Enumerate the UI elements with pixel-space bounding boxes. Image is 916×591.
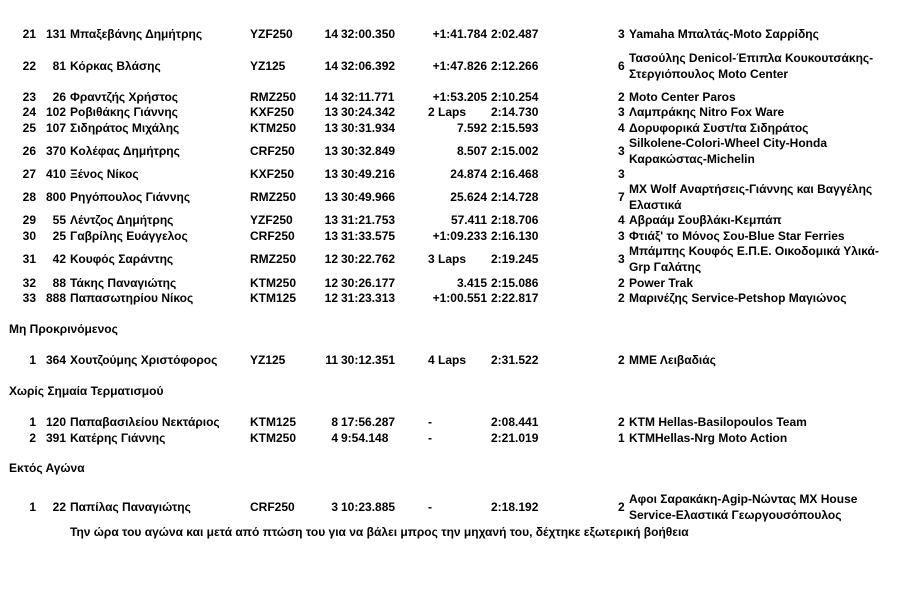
rider-number-cell: 410: [45, 167, 66, 181]
rider-name-cell: Παπασωτηρίου Νίκος: [70, 291, 194, 305]
rider-number-cell: 131: [45, 27, 66, 41]
rider-number-cell: 120: [45, 415, 66, 429]
team-cell: Moto Center Paros: [629, 90, 736, 104]
team-cell: Μαρινέζης Service-Petshop Μαγιώνος: [629, 291, 847, 305]
rider-name-cell: Μπαξεβάνης Δημήτρης: [70, 27, 203, 41]
best-lap-cell: 2:15.086: [491, 276, 539, 290]
bike-model-cell: KTM250: [250, 276, 297, 290]
total-time-cell: 30:26.177: [341, 276, 396, 290]
total-time-cell: 31:33.575: [341, 229, 396, 243]
bike-model-cell: YZF250: [250, 213, 293, 227]
position-cell: 32: [22, 276, 36, 290]
team-cell: KTM Hellas-Basilopoulos Team: [629, 415, 807, 429]
gap-cell: +1:47.826: [432, 59, 487, 73]
bike-model-cell: KXF250: [250, 167, 295, 181]
rider-name-cell: Ξένος Νίκος: [70, 167, 139, 181]
total-time-cell: 30:49.966: [341, 190, 396, 204]
group-cell: 6: [618, 59, 625, 73]
group-cell: 3: [618, 144, 625, 158]
section-title-not-qualified: Μη Προκρινόμενος: [9, 322, 118, 336]
gap-cell: -: [428, 431, 432, 445]
group-cell: 2: [618, 276, 625, 290]
gap-cell: 3.415: [456, 276, 487, 290]
best-lap-cell: 2:18.192: [491, 500, 539, 514]
rider-name-cell: Ρηγόπουλος Γιάννης: [70, 190, 191, 204]
position-cell: 2: [29, 431, 36, 445]
rider-number-cell: 800: [45, 190, 66, 204]
rider-number-cell: 364: [45, 353, 66, 367]
laps-cell: 13: [324, 144, 338, 158]
group-cell: 3: [618, 105, 625, 119]
rider-name-cell: Φραντζής Χρήστος: [70, 90, 179, 104]
rider-number-cell: 55: [52, 213, 66, 227]
group-cell: 3: [618, 229, 625, 243]
best-lap-cell: 2:16.468: [491, 167, 539, 181]
rider-name-cell: Σιδηράτος Μιχάλης: [70, 121, 180, 135]
best-lap-cell: 2:21.019: [491, 431, 539, 445]
laps-cell: 13: [324, 121, 338, 135]
team-cell: Μπάμπης Κουφός Ε.Π.Ε. Οικοδομικά Υλικά-: [629, 244, 879, 258]
gap-cell: +1:53.205: [432, 90, 487, 104]
rider-name-cell: Χουτζούμης Χριστόφορος: [70, 353, 218, 367]
best-lap-cell: 2:14.730: [491, 105, 539, 119]
gap-cell: 7.592: [456, 121, 487, 135]
section-title-out-of-race: Εκτός Αγώνα: [9, 461, 85, 475]
bike-model-cell: CRF250: [250, 500, 295, 514]
position-cell: 22: [22, 59, 36, 73]
group-cell: 2: [618, 291, 625, 305]
laps-cell: 13: [324, 190, 338, 204]
laps-cell: 13: [324, 229, 338, 243]
best-lap-cell: 2:12.266: [491, 59, 539, 73]
team-cell: ΜΜΕ Λειβαδιάς: [629, 353, 716, 367]
position-cell: 25: [22, 121, 36, 135]
rider-number-cell: 25: [52, 229, 66, 243]
position-cell: 21: [22, 27, 36, 41]
total-time-cell: 30:12.351: [341, 353, 396, 367]
laps-cell: 12: [324, 276, 338, 290]
gap-cell: 24.874: [450, 167, 487, 181]
team-cell: Στεργιόπουλος Moto Center: [629, 67, 789, 81]
laps-cell: 3: [331, 500, 338, 514]
position-cell: 23: [22, 90, 36, 104]
total-time-cell: 30:22.762: [341, 252, 396, 266]
total-time-cell: 32:00.350: [341, 27, 396, 41]
bike-model-cell: KTM250: [250, 121, 297, 135]
team-cell: MX Wolf Αναρτήσεις-Γιάννης και Βαγγέλης: [629, 182, 873, 196]
rider-number-cell: 391: [45, 431, 66, 445]
bike-model-cell: YZ125: [250, 353, 286, 367]
position-cell: 1: [29, 500, 36, 514]
gap-cell: 57.411: [450, 213, 487, 227]
best-lap-cell: 2:18.706: [491, 213, 539, 227]
team-cell: Yamaha Μπαλτάς-Moto Σαρρίδης: [629, 27, 819, 41]
total-time-cell: 32:06.392: [341, 59, 396, 73]
position-cell: 30: [22, 229, 36, 243]
group-cell: 4: [618, 213, 625, 227]
team-cell: Φτιάξ' το Μόνος Σου-Blue Star Ferries: [629, 229, 845, 243]
best-lap-cell: 2:02.487: [491, 27, 539, 41]
total-time-cell: 30:24.342: [341, 105, 396, 119]
gap-cell: 25.624: [450, 190, 487, 204]
team-cell: Τασούλης Denicol-Έπιπλα Κουκουτσάκης-: [629, 51, 874, 65]
total-time-cell: 32:11.771: [341, 90, 395, 104]
team-cell: Αβραάμ Σουβλάκι-Κεμπάπ: [629, 213, 782, 227]
laps-cell: 13: [324, 167, 338, 181]
best-lap-cell: 2:19.245: [491, 252, 539, 266]
rider-number-cell: 42: [52, 252, 66, 266]
bike-model-cell: YZ125: [250, 59, 286, 73]
position-cell: 26: [22, 144, 36, 158]
rider-number-cell: 888: [45, 291, 66, 305]
total-time-cell: 30:49.216: [341, 167, 396, 181]
laps-cell: 13: [324, 105, 338, 119]
bike-model-cell: KTM250: [250, 431, 297, 445]
total-time-cell: 9:54.148: [341, 431, 389, 445]
total-time-cell: 17:56.287: [341, 415, 396, 429]
team-cell: Καρακώστας-Michelin: [629, 152, 755, 166]
total-time-cell: 31:21.753: [341, 213, 396, 227]
gap-cell: +1:41.784: [432, 27, 487, 41]
team-cell: Δορυφορικά Συστ/τα Σιδηράτος: [629, 121, 809, 135]
laps-cell: 14: [324, 90, 338, 104]
rider-number-cell: 26: [52, 90, 66, 104]
gap-cell: +1:09.233: [432, 229, 487, 243]
rider-name-cell: Ροβιθάκης Γιάννης: [70, 105, 178, 119]
rider-number-cell: 22: [52, 500, 66, 514]
rider-name-cell: Λέντζος Δημήτρης: [70, 213, 174, 227]
rider-name-cell: Κόρκας Βλάσης: [70, 59, 161, 73]
best-lap-cell: 2:10.254: [491, 90, 539, 104]
bike-model-cell: RMZ250: [250, 252, 297, 266]
team-cell: Ελαστικά: [629, 198, 682, 212]
gap-cell: 2 Laps: [428, 105, 467, 119]
rider-number-cell: 370: [45, 144, 66, 158]
gap-cell: 4 Laps: [428, 353, 467, 367]
bike-model-cell: YZF250: [250, 27, 293, 41]
total-time-cell: 10:23.885: [341, 500, 396, 514]
gap-cell: +1:00.551: [432, 291, 487, 305]
best-lap-cell: 2:14.728: [491, 190, 539, 204]
bike-model-cell: KTM125: [250, 415, 297, 429]
section-title-not-finished: Χωρίς Σημαία Τερματισμού: [9, 384, 164, 398]
position-cell: 33: [22, 291, 36, 305]
position-cell: 29: [22, 213, 36, 227]
position-cell: 1: [29, 353, 36, 367]
team-cell: Service-Ελαστικά Γεωργουσόπουλος: [629, 508, 842, 522]
group-cell: 2: [618, 415, 625, 429]
bike-model-cell: RMZ250: [250, 90, 297, 104]
rider-name-cell: Παπαβασιλείου Νεκτάριος: [70, 415, 220, 429]
total-time-cell: 31:23.313: [341, 291, 396, 305]
group-cell: 7: [618, 190, 625, 204]
laps-cell: 12: [324, 291, 338, 305]
team-cell: Grp Γαλάτης: [629, 260, 702, 274]
group-cell: 3: [618, 252, 625, 266]
team-cell: Silkolene-Colori-Wheel City-Honda: [629, 136, 828, 150]
group-cell: 2: [618, 90, 625, 104]
gap-cell: 3 Laps: [428, 252, 467, 266]
incident-note: Την ώρα του αγώνα και μετά από πτώση του για να βάλει μπρος την μηχανή του, δέχτηκε εξωτερική βοήθεια: [70, 525, 689, 539]
group-cell: 1: [618, 431, 625, 445]
laps-cell: 12: [324, 252, 338, 266]
best-lap-cell: 2:08.441: [491, 415, 539, 429]
position-cell: 1: [29, 415, 36, 429]
gap-cell: -: [428, 415, 432, 429]
rider-name-cell: Κατέρης Γιάννης: [70, 431, 166, 445]
rider-name-cell: Γαβρίλης Ευάγγελος: [70, 229, 188, 243]
laps-cell: 14: [324, 27, 338, 41]
rider-number-cell: 88: [52, 276, 66, 290]
bike-model-cell: KXF250: [250, 105, 295, 119]
group-cell: 3: [618, 167, 625, 181]
gap-cell: -: [428, 500, 432, 514]
best-lap-cell: 2:16.130: [491, 229, 539, 243]
group-cell: 2: [618, 353, 625, 367]
group-cell: 3: [618, 27, 625, 41]
total-time-cell: 30:32.849: [341, 144, 396, 158]
best-lap-cell: 2:31.522: [491, 353, 539, 367]
total-time-cell: 30:31.934: [341, 121, 396, 135]
rider-number-cell: 102: [45, 105, 66, 119]
laps-cell: 13: [324, 213, 338, 227]
bike-model-cell: KTM125: [250, 291, 297, 305]
team-cell: Αφοι Σαρακάκη-Agip-Νώντας MX House: [629, 492, 858, 506]
best-lap-cell: 2:15.593: [491, 121, 539, 135]
best-lap-cell: 2:15.002: [491, 144, 539, 158]
bike-model-cell: CRF250: [250, 229, 295, 243]
rider-name-cell: Παπίλας Παναγιώτης: [70, 500, 191, 514]
laps-cell: 8: [331, 415, 338, 429]
gap-cell: 8.507: [456, 144, 487, 158]
rider-name-cell: Κολέφας Δημήτρης: [70, 144, 180, 158]
team-cell: Λαμπράκης Nitro Fox Ware: [629, 105, 785, 119]
rider-number-cell: 107: [45, 121, 66, 135]
position-cell: 27: [22, 167, 36, 181]
laps-cell: 11: [325, 353, 338, 367]
team-cell: KTMHellas-Nrg Moto Action: [629, 431, 788, 445]
group-cell: 2: [618, 500, 625, 514]
bike-model-cell: CRF250: [250, 144, 295, 158]
position-cell: 31: [22, 252, 36, 266]
bike-model-cell: RMZ250: [250, 190, 297, 204]
position-cell: 28: [22, 190, 36, 204]
rider-number-cell: 81: [52, 59, 66, 73]
group-cell: 4: [618, 121, 625, 135]
laps-cell: 4: [331, 431, 338, 445]
laps-cell: 14: [324, 59, 338, 73]
rider-name-cell: Κουφός Σαράντης: [70, 252, 174, 266]
best-lap-cell: 2:22.817: [491, 291, 539, 305]
rider-name-cell: Τάκης Παναγιώτης: [70, 276, 177, 290]
team-cell: Power Trak: [629, 276, 694, 290]
position-cell: 24: [22, 105, 36, 119]
